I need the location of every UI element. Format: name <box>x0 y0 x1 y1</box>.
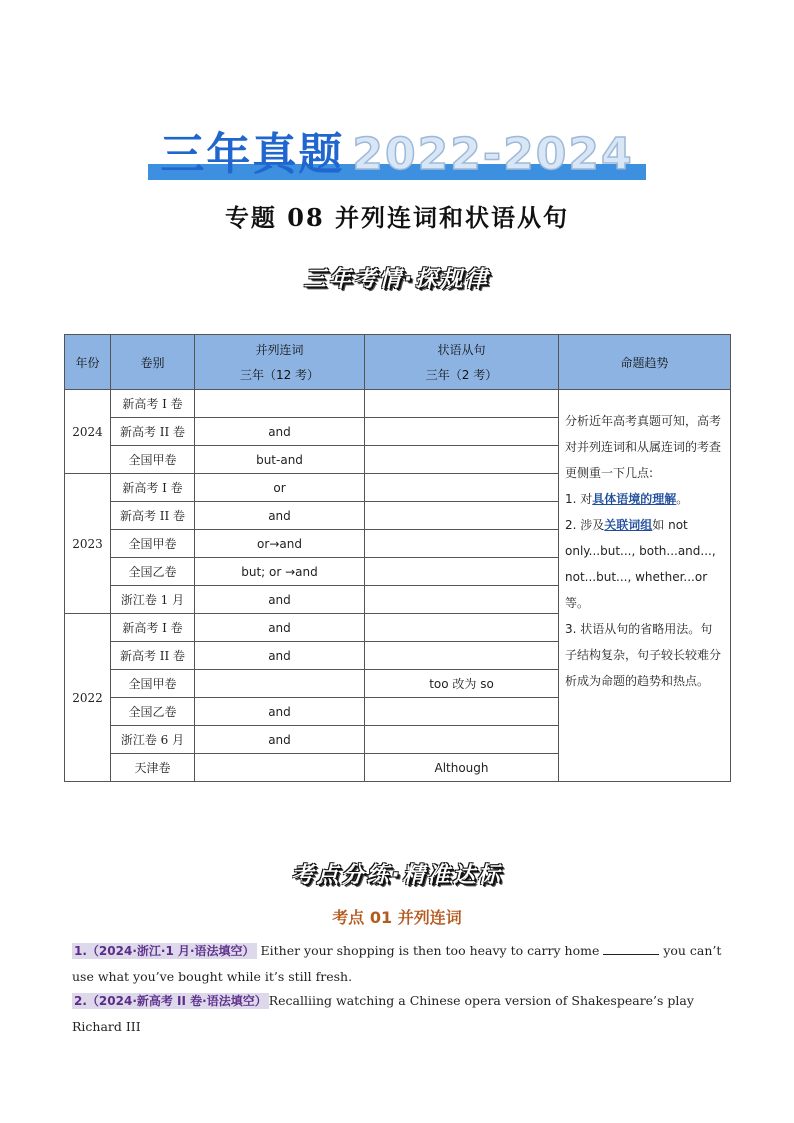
trend-intro: 分析近年高考真题可知，高考对并列连词和从属连词的考查更侧重一下几点: <box>565 414 722 480</box>
question-text-cont: you can’t use what you’ve bought while it’s still fresh. <box>72 943 722 984</box>
adv-cell <box>365 614 559 642</box>
header-coord-title: 并列连词 <box>255 343 304 357</box>
paper-cell: 新高考 II 卷 <box>111 418 195 446</box>
paper-cell: 全国乙卷 <box>111 698 195 726</box>
coord-cell <box>195 670 365 698</box>
question-tag: 2.（2024·新高考 II 卷·语法填空） <box>74 994 267 1008</box>
adv-cell <box>365 502 559 530</box>
adv-cell <box>365 390 559 418</box>
coord-cell: and <box>195 418 365 446</box>
banner-title-cn: 三年真题 <box>160 129 345 180</box>
year-cell: 2023 <box>65 474 111 614</box>
paper-cell: 浙江卷 6 月 <box>111 726 195 754</box>
question-1 <box>72 938 732 989</box>
question-text: Recalliing watching a Chinese opera version of Shakespeare’s play Richard III <box>72 993 694 1034</box>
exam-table <box>64 334 731 782</box>
header-adv-title: 状语从句 <box>437 343 486 357</box>
header-trend: 命题趋势 <box>559 335 731 390</box>
paper-cell: 全国甲卷 <box>111 530 195 558</box>
section-title: 考点 01 并列连词 <box>332 908 462 927</box>
banner <box>0 118 794 182</box>
coord-cell: but; or →and <box>195 558 365 586</box>
coord-cell <box>195 390 365 418</box>
adv-cell <box>365 698 559 726</box>
header-paper: 卷别 <box>111 335 195 390</box>
paper-cell: 全国甲卷 <box>111 670 195 698</box>
header-adv-count: 三年（2 考） <box>425 368 498 382</box>
trend-point-2: 2. 涉及关联词组如 not only...but..., both...and..., not...but..., whether...or 等。 <box>565 518 716 610</box>
trend-point-1: 1. 对具体语境的理解。 <box>565 492 689 506</box>
adv-cell: Although <box>365 754 559 782</box>
paper-cell: 新高考 II 卷 <box>111 502 195 530</box>
year-cell: 2024 <box>65 390 111 474</box>
adv-cell <box>365 530 559 558</box>
coord-cell: and <box>195 698 365 726</box>
paper-cell: 新高考 I 卷 <box>111 614 195 642</box>
table-row <box>65 390 731 418</box>
section-badge-trends: 三年考情·探规律 <box>303 267 491 292</box>
adv-cell <box>365 642 559 670</box>
banner-title-years: 2022-2024 <box>352 129 634 180</box>
coord-cell: or→and <box>195 530 365 558</box>
coord-cell <box>195 754 365 782</box>
adv-cell <box>365 558 559 586</box>
header-adv <box>365 335 559 390</box>
section-badge-practice: 考点分练·精准达标 <box>291 863 503 888</box>
coord-cell: and <box>195 642 365 670</box>
coord-cell: and <box>195 502 365 530</box>
trend-point-3: 3. 状语从句的省略用法。句子结构复杂，句子较长较难分析成为命题的趋势和热点。 <box>565 622 722 688</box>
coord-cell: and <box>195 726 365 754</box>
adv-cell <box>365 474 559 502</box>
adv-cell <box>365 726 559 754</box>
paper-cell: 浙江卷 1 月 <box>111 586 195 614</box>
adv-cell <box>365 418 559 446</box>
trend-keyword-correlative: 关联词组 <box>604 518 653 532</box>
paper-cell: 天津卷 <box>111 754 195 782</box>
header-coord-count: 三年（12 考） <box>239 368 320 382</box>
header-coord <box>195 335 365 390</box>
page-title: 专题 08 并列连词和状语从句 <box>224 203 570 232</box>
paper-cell: 新高考 I 卷 <box>111 474 195 502</box>
paper-cell: 新高考 II 卷 <box>111 642 195 670</box>
adv-cell <box>365 586 559 614</box>
paper-cell: 新高考 I 卷 <box>111 390 195 418</box>
question-2 <box>72 988 732 1039</box>
adv-cell: too 改为 so <box>365 670 559 698</box>
trend-cell <box>559 390 731 782</box>
coord-cell: and <box>195 586 365 614</box>
coord-cell: and <box>195 614 365 642</box>
paper-cell: 全国甲卷 <box>111 446 195 474</box>
question-tag: 1.（2024·浙江·1 月·语法填空） <box>74 944 255 958</box>
coord-cell: or <box>195 474 365 502</box>
answer-blank[interactable] <box>603 940 659 955</box>
year-cell: 2022 <box>65 614 111 782</box>
header-year: 年份 <box>65 335 111 390</box>
coord-cell: but-and <box>195 446 365 474</box>
question-text: Either your shopping is then too heavy to carry home <box>256 943 604 958</box>
table-header-row <box>65 335 731 390</box>
paper-cell: 全国乙卷 <box>111 558 195 586</box>
adv-cell <box>365 446 559 474</box>
trend-keyword-context: 具体语境的理解 <box>592 492 677 506</box>
